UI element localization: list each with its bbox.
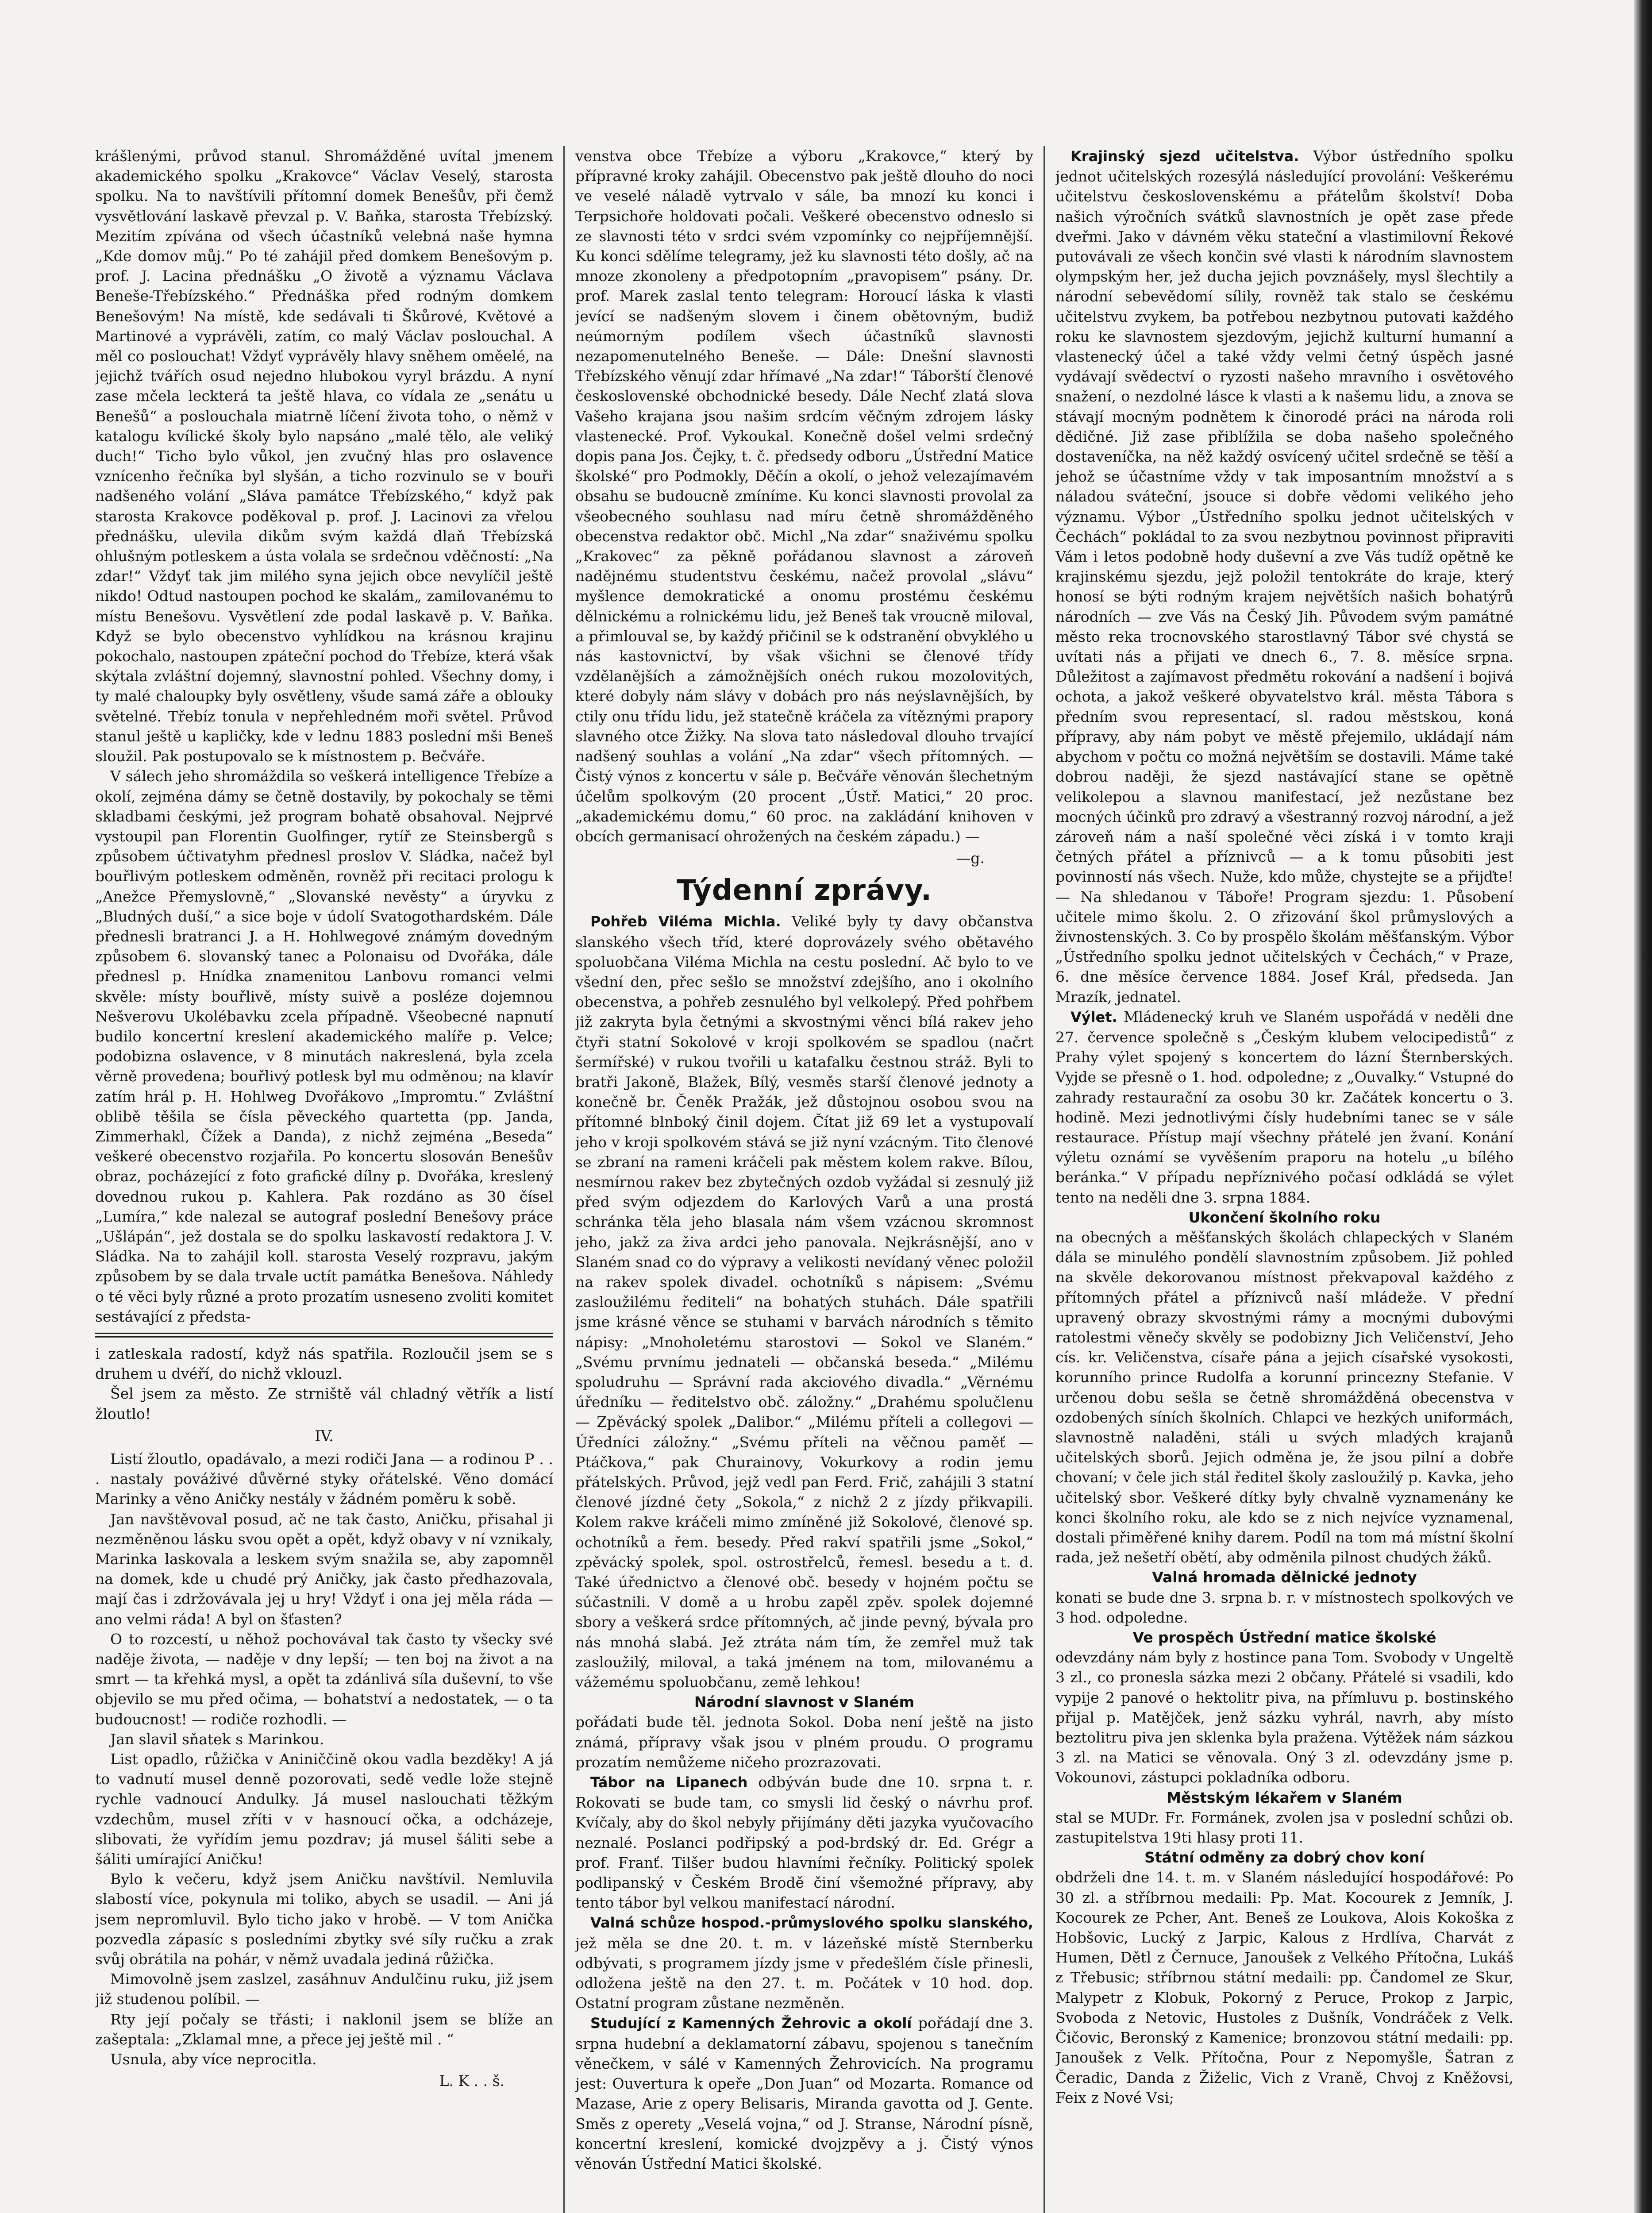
news-item-headline: Tábor na Lipanech xyxy=(590,1774,748,1791)
news-item-body: stal se MUDr. Fr. Formánek, zvolen jsa v poslední schůzi ob. zastupitelstva 19ti hlasy proti 11. xyxy=(1055,1808,1513,1847)
news-item-headline: Státní odměny za dobrý chov koní xyxy=(1144,1849,1425,1866)
news-item xyxy=(1055,146,1513,1007)
double-rule-divider xyxy=(95,1333,553,1338)
news-item xyxy=(575,1772,1033,1912)
news-item-body: Mládenecký kruh ve Slaném uspořádá v neděli dne 27. července společně s „Českým klubem velocipedistů“ z Prahy výlet spojený s koncertem do lázní Šternberských. Vyjde se přesně o 1. hod. odpoledne; z „Ouvalky.“ Vstupné do zahrady restaurační za osobu 30 kr. Začátek koncertu o 3. hodině. Mezi jednotlivými čísly hudebními tanec se v sále restaurace. Přístup mají všechny přátelé jen žvaní. Konání výletu oznámí se vyvěšením praporu na hotelu „u bílého beránka.“ V případu nepříznivého počasí odkládá se výlet tento na neděli dne 3. srpna 1884. xyxy=(1055,1008,1513,1206)
news-item xyxy=(1055,1207,1513,1568)
news-item xyxy=(575,911,1033,1692)
news-item-headline: Národní slavnost v Slaném xyxy=(694,1693,915,1711)
article-paragraph: Mimovolně jsem zaslzel, zasáhnuv Andulčinu ruku, již jsem již studenou políbil. — xyxy=(95,1970,553,2008)
section-title: Týdenní zprávy. xyxy=(676,874,932,907)
article-paragraph: Jan slavil sňatek s Marinkou. xyxy=(110,1730,324,1748)
news-item xyxy=(1055,1788,1513,1848)
news-item xyxy=(575,2013,1033,2174)
column-rule-right xyxy=(1044,146,1045,2213)
news-item-headline: Valná schůze hospod.-průmyslového spolku slanského, xyxy=(590,1914,1033,1932)
newspaper-page xyxy=(95,146,1533,2213)
news-item-body: konati se bude dne 3. srpna b. r. v místnostech spolkových ve 3 hod. odpoledne. xyxy=(1055,1588,1513,1626)
author-signature: L. K . . š. xyxy=(439,2072,504,2090)
article-paragraph: i zatleskala radostí, když nás spatřila. Rozloučil jsem se s druhem u dvéří, do nichž vklouzl. xyxy=(95,1345,553,1383)
news-item-headline: Městským lékařem v Slaném xyxy=(1167,1789,1402,1806)
news-item xyxy=(1055,1627,1513,1788)
column-right xyxy=(1055,146,1513,2213)
author-signature: —g. xyxy=(956,849,985,867)
scan-page-edge xyxy=(1634,0,1652,2213)
news-item xyxy=(575,1912,1033,2013)
column-rule-left xyxy=(563,146,565,2213)
news-item-body: jež měla se dne 20. t. m. v lázeňské místě Sternberku odbývati, s programem jízdy jsme v předešlém čísle přinesli, odložena ještě na den 27. t. m. Počátek v 10 hod. dop. Ostatní program zůstane nezměněn. xyxy=(575,1934,1033,2012)
article-paragraph: Bylo k večeru, když jsem Aničku navštívil. Nemluvila slabostí více, pokynula mi toliko, abych se usadil. — Ani já jsem nepromluvil. Bylo ticho jako v hrobě. — V tom Anička pozvedla zápasíc s posledními zbytky své síly ručku a zrak svůj obrátila na pohár, v němž uvadala jediná růžička. xyxy=(95,1870,553,1968)
news-item-body: odevzdány nám byly z hostince pana Tom. Svobody v Ungeltě 3 zl., co pronesla sázka mezi 2 občany. Přátelé si vsadili, kdo vypije 2 panové o hektolitr piva, na přímluvu p. bostinského přijal p. Matějček, jenž sázku vyhrál, navrh, aby místo beztolitru piva jen sklenka byla pražena. Výtěžek nám sázkou 3 zl. na Matici se věnovala. Oný 3 zl. odevzdány jsme p. Vokounovi, zástupci pokladníka odboru. xyxy=(1055,1649,1513,1786)
news-item-headline: Studující z Kamenných Žehrovic a okolí xyxy=(590,2015,912,2032)
news-item xyxy=(1055,1567,1513,1627)
article-paragraph: Jan navštěvoval posud, ač ne tak často, Aničku, přisahal ji nezměněnou lásku svou opět a opět, když obavy v ní vznikaly, Marinka laskovala a leskem svým snažila se, aby zapomněl na domek, kde u chudé prý Aničky, jak často předhazovala, mají čas i zdržovávala jej u hry! Vždyť i ona jej měla ráda — ano velmi ráda! A byl on šťasten? xyxy=(95,1510,553,1628)
news-item-headline: Ve prospěch Ústřední matice školské xyxy=(1132,1629,1436,1646)
news-item-headline: Výlet. xyxy=(1071,1008,1117,1026)
news-item-body: Výbor ústředního spolku jednot učitelských rozesýlá následující provolání: Veškerému učitelstvu československému a přátelům školství! Doba našich výročních svátků slavnostních je opět zase přede dveřmi. Jako v dávném věku stateční a vlastimilovní Řekové putovávali ze všech končin své vlasti k národním slavnostem olympským her, jež ducha jejich povznášely, mysl šlechtily a národní sebevědomí sílily, rovněž tak stalo se českému učitelstvu zvykem, ba potřebou nezbytnou putovati každého roku ke slavnostem sjezdovým, jejichž kulturní humanní a vlastenecký účel a také vždy velmi četný úspěch jasné vydávají svědectví o ryzosti našeho mravního i osvětového snažení, o nezdolné lásce k vlasti a k našemu lidu, a znova se stávají mocným podnětem k činorodé práci na národa roli dědičné. Již zase přiblížila se doba našeho společného dostaveníčka, na něž každý osvícený učitel srdečně se těší a jehož se účastníme vždy v tak imposantním množství a s náladou sváteční, jsouce si dobře vědomi velikého jeho významu. Výbor „Ústředního spolku jednot učitelských v Čechách“ pokládal to za svou nezbytnou povinnost připraviti Vám i letos podobně hody duševní a zve Vás tudíž opětně ke krajinskému sjezdu, jejž položil tentokráte do kraje, který honosí se býti rodným krajem největších našich bohatýrů národních — zve Vás na Český Jih. Původem svým památné město reka trocnovského starostlavný Tábor své chystá se uvítati nás a přijati ve dnech 6., 7. 8. měsíce srpna. Důležitost a zajímavost předmětu rokování a nadšení i bojivá ochota, a jakož veškeré obyvatelstvo král. města Tábora s předním svou representací, sl. radou městskou, koná přípravy, aby nám pobyt ve městě přejemilo, ukládají nám abychom v počtu co možná největším se dostavili. Máme také dobrou naději, že sjezd nastávající stane se opětně velikolepou a slavnou manifestací, jež nezůstane bez mocných účinků pro zdravý a všestranný rozvoj národní, a jež zároveň nám a naší společné věci získá i v tomto kraji četných přátel a příznivců — a k tomu působiti jest povinností nás všech. Nuže, kdo může, chystejte se a přijďte! — Na shledanou v Táboře! Program sjezdu: 1. Působení učitele mimo školu. 2. O zřizování škol průmyslových a živnostenských. 3. Co by prospělo školám měšťanským. Výbor „Ústředního spolku jednot učitelských v Čechách,“ v Praze, 6. dne měsíce července 1884. Josef Král, předseda. Jan Mrazík, jednatel. xyxy=(1055,147,1513,1006)
news-item-headline: Ukončení školního roku xyxy=(1188,1208,1381,1226)
news-item-headline: Krajinský sjezd učitelstva. xyxy=(1071,148,1299,165)
article-paragraph: venstva obce Třebíze a výboru „Krakovce,“ který by přípravné kroky zahájil. Obecenstvo pak ještě dlouho do noci ve veselé náladě vytrvalo v sále, ba mnozí ku konci i Terpsichoře holdovati počali. Veškeré obecenstvo odneslo si ze slavnosti této v srdci svém vzpomínky co nejpříjemnější. Ku konci sdělíme telegramy, jež ku slavnosti této došly, ač na mnoze zkonoleny a předpotopním „pravopisem“ psány. Dr. prof. Marek zaslal tento telegram: Horoucí láska k vlasti jevící se nadšeným slovem i činem obětovným, budiž neúmorným podílem všech účastníků slavnosti nezapomenutelného Beneše. — Dále: Dnešní slavnosti Třebízského věnují zdar hřímavé „Na zdar!“ Táborští členové československé obchodnické besedy. Dále Nechť zlatá slova Vašeho krajana jsou našim srdcím věčným zdrojem lásky vlastenecké. Prof. Vykoukal. Konečně došel velmi srdečný dopis pana Jos. Čejky, t. č. předsedy odboru „Ústřední Matice školské“ pro Podmokly, Děčín a okolí, o jehož velezajímavém obsahu se budoucně zmíníme. Ku konci slavnosti provolal za všeobecného souhlasu nad míru četně shromážděného obecenstva redaktor obč. Michl „Na zdar“ snaživému spolku „Krakovec“ za pěkně pořádanou slavnost a zároveň nadějnému studentstvu českému, načež provolal „slávu“ myšlence demokratické a onomu prostému českému dělnickému a rolnickému lidu, jež Beneš tak vroucně miloval, a přimlouval se, by každý přičinil se k odstranění obvyklého u nás kastovnictví, by však všichni se členové třídy vzdělanějších a zámožnějších onéch rukou mozolovitých, které dobyly nám slávy v dobách pro nás neýslavnějších, by ctily onu třídu lidu, jež statečně kráčela za vítěznými prapory slavného otce Žižky. Na slova tato následoval dlouho trvající nadšený souhlas a volání „Na zdar“ všech přítomných. — Čistý výnos z koncertu v sále p. Bečváře věnován šlechetným účelům spolkovým (20 procent „Ústř. Matici,“ 20 proc. „akademickému domu,“ 60 proc. na zakládání knihoven v obcích germanisací ohrožených na českém západu.) — xyxy=(575,147,1033,845)
article-paragraph: List opadlo, růžička v Aniniččině okou vadla bezděky! A já to vadnutí musel denně pozorovati, sedě vedle lože stejně rychle vadnoucí Andulky. Já musel naslouchati těžkým vzdechům, musel zříti v v hasnoucí očka, a odcházeje, slibovati, že vyřídím jemu pozdrav; já musel šáliti sebe a šáliti umírající Aničku! xyxy=(95,1750,553,1868)
news-item xyxy=(1055,1847,1513,2108)
news-item-body: na obecných a měšťanských školách chlapeckých v Slaném dála se minulého pondělí slavnostním způsobem. Již pohled na skvěle dekorovanou místnost překvapoval každého z přítomných přátel a příznivců naší mládeže. V přední upravený obrazy skvostnými rámy a mocnými dubovými ratolestmi věnečy skvěly se podobizny Jich Veličenství, Jeho cís. kr. Veličenstva, císaře pána a jejich císařské vysokosti, korunního prince Rudolfa a korunní princezny Stefanie. V určenou dobu sešla se četně shromážděná obecenstva v ozdobených síních školních. Chlapci ve hezkých uniformách, slavnostně naladěni, stáli u svých mladých krajanů učitelských sborů. Jejich odměna je, že jsou pilní a dobře chovaní; v čele jich stál ředitel školy zasloužilý p. Kavka, jeho učitelský sbor. Veškeré dítky byly chvalně vyznamenány ke konci školního roku, ale kdo se z nich nejvíce vyznamenal, dostali přiměřené knihy darem. Podíl na tom má místní školní rada, jež nešetří obětí, aby odměnila pilnost chudých žáků. xyxy=(1055,1228,1513,1566)
news-item xyxy=(575,1692,1033,1772)
news-item-body: pořádati bude těl. jednota Sokol. Doba není ještě na jisto známá, přípravy však jsou v plném proudu. O programu prozatím nemůžeme ničeho prozrazovati. xyxy=(575,1713,1033,1771)
chapter-numeral: IV. xyxy=(315,1427,334,1445)
news-item-body: odbýván bude dne 10. srpna t. r. Rokovati se bude tam, co smysli lid český o návrhu prof. Kvíčaly, aby do škol nebyly přijímány děti jazyka vyučovacího neznalé. Poslanci podřipský a pod-brdský dr. Ed. Grégr a prof. Franť. Tilšer budou hlavními řečníky. Politický spolek podlipanský v Českém Brodě činí všemožné přípravy, aby tento tábor byl velkou manifestací národní. xyxy=(575,1773,1033,1912)
news-item-body: pořádají dne 3. srpna hudební a deklamatorní zábavu, spojenou s tanečním věnečkem, v sálé v Kamenných Žehrovicích. Na programu jest: Ouvertura k opeře „Don Juan“ od Mozarta. Romance od Mazase, Arie z opery Belisaris, Miranda gavotta od J. Gente. Směs z operety „Veselá vojna,“ od J. Stranse, Národní písně, koncertní kreslení, komické dvojzpěvy a j. Čistý výnos věnován Ústřední Matici školské. xyxy=(575,2014,1033,2172)
column-left xyxy=(95,146,553,2213)
news-item xyxy=(1055,1007,1513,1207)
article-paragraph: krášlenými, průvod stanul. Shromážděné uvítal jmenem akademického spolku „Krakovce“ Václav Veselý, starosta spolku. Na to navštívili přítomní domek Benešův, při čemž vysvětlování laskavě převzal p. V. Baňka, starosta Třebízský. Mezitím zpívána od všech účastníků velebná naše hymna „Kde domov můj.“ Po té zahájil před domkem Benešovým p. prof. J. Lacina přednášku „O životě a významu Václava Beneše-Třebízského.“ Přednáška před rodným domkem Benešovým! Na místě, kde sedávali ti Škůrové, Květové a Martinové a vyprávěli, zatím, co malý Václav poslouchal. A měl co poslouchat! Vždyť vyprávěly hlavy sněhem oměelé, na jejichž tvářích osud nejedno hlubokou vyryl brázdu. A nyní zase mčela leckterá ta ještě hlava, co vídala ze „senátu u Benešů“ a poslouchala miatrně líčení života toho, o němž v katalogu kvílické školy bylo napsáno „malé tělo, ale veliký duch!“ Ticho bylo vůkol, jen zvučný hlas pro oslavence vznícenho řečníka byl slyšán, a ticho rozvinulo se v bouři nadšeného volání „Sláva památce Třebízského,“ když pak starosta Krakovce poděkoval p. prof. J. Lacinovi za vřelou přednášku, ulevila dikům svým každá dlaň Třebízská ohlušným potleskem a ústa volala se srdečnou vděčností: „Na zdar!“ Vždyť tak jim milého syna jejich obce nevylíčil ještě nikdo! Odtud nastoupen pochod ke skalám„ zamilovanému to místu Benešovu. Vysvětlení zde podal laskavě p. V. Baňka. Když se bylo obecenstvo vyhlídkou na krásnou krajinu pokochalo, nastoupen zpáteční pochod do Třebíze, která však skýtala zvláštní dojemný, slavnostní pohled. Všechny domy, i ty malé chaloupky byly osvětleny, všude samá záře a oblouky světelné. Třebíz tonula v nepřehledném moři světel. Průvod stanul ještě u kapličky, kde v lednu 1883 poslední mši Beneš sloužil. Pak postupovalo se k místnostem p. Bečváře. xyxy=(95,147,553,765)
article-paragraph: Rty její počaly se třásti; i naklonil jsem se blíže an zašeptala: „Zklamal mne, a přece jej ještě mil . “ xyxy=(95,2010,553,2048)
article-paragraph: Usnula, aby více neprocitla. xyxy=(110,2051,317,2068)
column-middle xyxy=(575,146,1033,2213)
news-item-body: Veliké byly ty davy občanstva slanského všech tříd, které doprovázely svého obětavého spoluobčana Viléma Michla na cestu poslední. Ač bylo to ve všední den, přec sešlo se množství zdejšího, ano i okolního obecenstva, a pohřeb zesnulého byl velkolepý. Před pohřbem již zakryta byla četnými a skvostnými věnci bílá rakev jeho čtyři statní Sokolové v kroji spolkovém se spadlou (načrt šermířské) v rukou tvořili u katafalku čestnou stráž. Byli to bratři Jakoně, Blažek, Bílý, vesměs starší členové jednoty a konečně br. Čeněk Pražák, jež důstojnou osobou svou na přítomné blnboký činil dojem. Čítat již 69 let a vystupovalí jeho v kroji spolkovém stává se již nyní vzácným. Tito členové se zbraní na rameni kráčeli pak městem kolem rakve. Bílou, nesmírnou rakev bez zbytečných ozdob vyžádal si zesnulý již před svým odjezdem do Karlových Varů a una prostá schránka těla jeho blasala nám všem vzácnou skromnost jeho, jakž za živa ardci jeho panovala. Nejkrásnější, ano v Slaném snad co do výpravy a velikosti nevídaný věnec položil na rakev spolek divadel. ochotníků s nápisem: „Svému zasloužilému řediteli“ na bohatých stuhách. Dále spatřili jsme krásné věnce se stuhami v barvách národních s těmito nápisy: „Mnoholetému starostovi — Sokol ve Slaném.“ „Svému prvnímu jednateli — občanská beseda.“ „Milému spoludruhu — Správní rada akciového divadla.“ „Věrnému úředníku — ředitelstvo obč. záložny.“ „Drahému spolučlenu — Zpěvácký spolek „Dalibor.“ „Milému příteli a collegovi — Úředníci záložny.“ „Svému příteli na věčnou paměť — Ptáčkova,“ pak Churainovy, Vokurkovy a rodin jemu přátelských. Průvod, jejž vedl pan Ferd. Frič, zahájili 3 statní členové jízdné čety „Sokola,“ z nichž 2 z jízdy přikvapili. Kolem rakve kráčeli mimo zmíněné již Sokolové, členové sp. ochotníků a řem. besedy. Před rakví spatřili jsme „Sokol,“ zpěvácký spolek, spol. ostrostřelců, řemesl. besedu a t. d. Také úřednictvo a členové obč. besedy v hojném počtu se súčastnili. V domě a u hrobu zapěl zpěv. spolek dojemné sbory a veškerá srdce přítomných, ač jinde pevný, bývala pro nás mnohá slabá. Jež ztráta nám tím, že zemřel muž tak zasloužilý, miloval, a taká jménem na tom, milovanému a vážemému spoluobčanu, země lehkou! xyxy=(575,913,1033,1691)
article-paragraph: O to rozcestí, u něhož pochovával tak často ty všecky své naděje života, — naděje v dny lepší; — ten boj na život a na smrt — ta křehká mysl, a opět ta zdánlivá síla duševní, to vše objevilo se mu před očima, — bohatství a nedostatek, — o ta budoucnost! — rodiče rozhodli. — xyxy=(95,1630,553,1728)
news-item-headline: Valná hromada dělnické jednoty xyxy=(1152,1569,1417,1586)
news-item-headline: Pohřeb Viléma Michla. xyxy=(590,913,781,930)
article-paragraph: Listí žloutlo, opadávalo, a mezi rodiči Jana — a rodinou P . . . nastaly pováživé důvěrné styky ořátelské. Věno domácí Marinky a věno Aničky nestály v žádném poměru k sobě. xyxy=(95,1450,553,1508)
article-paragraph: V sálech jeho shromáždila so veškerá intelligence Třebíze a okolí, zejména dámy se četně dostavily, by pokochaly se těmi skladbami českými, jež program bohatě obsahoval. Nejprvé vystoupil pan Florentin Guolfinger, rytíř ze Steinsbergů s způsobem účtivatyhm přednesl proslov V. Sládka, načež byl bouřlivým potleskem odměněn, rovněž při recitaci prologu k „Anežce Přemyslovně,“ „Slovanské nevěsty“ a úryvku z „Bludných duší,“ a sice boje v údolí Svatogothardském. Dále přednesli bratranci J. a H. Hohlwegové známým dovedným způsobem 6. slovanský tanec a Polonaisu od Dvořáka, dále přednesl p. Hnídka znamenitou Lanbovu romanci velmi skvěle: místy bouřlivě, místy suivě a posléze dojemnou Nešverovu Ukolébavku zcela případně. Všeobecné napnutí budilo koncertní kreslení akademického malíře p. Velce; podobizna oslavence, v 8 minutách nakreslená, byla zcela věrně provedena; bouřlivý potlesk byl mu odměnou; na klavír zatím hrál p. H. Hohlweg Dvořákovo „Impromtu.“ Zvláštní oblibě těšila se čísla pěveckého quartetta (pp. Janda, Zimmerhakl, Čížek a Danda), z nichž zejména „Beseda“ veškeré obecenstvo rozjařila. Po koncertu slosován Benešův obraz, pocházející z foto grafické dílny p. Dvořáka, kreslený dovednou rukou p. Kahlera. Pak rozdáno as 30 čísel „Lumíra,“ kde nalezal se autograf poslední Benešovy práce „Ušlápán“, jež dostala se do spolku laskavostí redaktora J. V. Sládka. Na to zahájil koll. starosta Veselý rozpravu, jakým způsobem by se dala trvale uctít památka Benešova. Náhledy o té věci byly různé a proto prozatím usneseno zvoliti komitet sestávající z předsta- xyxy=(95,767,553,1325)
news-item-body: obdrželi dne 14. t. m. v Slaném následující hospodářové: Po 30 zl. a stříbrnou medaili: Pp. Mat. Kocourek z Jemník, J. Kocourek ze Pcher, Ant. Beneš ze Loukova, Alois Kokoška z Hobšovic, Lucký z Jarpic, Kalous z Hrdlíva, Charvát z Humen, Dětl z Černuce, Janoušek z Velkého Přítočna, Lukáš z Třebusic; stříbrnou státní medaili: pp. Čandomel ze Skur, Malypetr z Klobuk, Pokorný z Peruce, Prokop z Jarpic, Svoboda z Netovic, Hustoles z Dušník, Vondráček z Velk. Čičovic, Beronský z Kamenice; bronzovou státní medaili: pp. Janoušek z Velk. Přítočna, Pour z Nepomyšle, Šatran z Čeradic, Danda z Žiželic, Vich z Vraně, Chvoj z Kněžovsi, Feix z Nové Vsi; xyxy=(1055,1869,1513,2106)
article-paragraph: Šel jsem za město. Ze strniště vál chladný větřík a listí žloutlo! xyxy=(95,1385,553,1423)
